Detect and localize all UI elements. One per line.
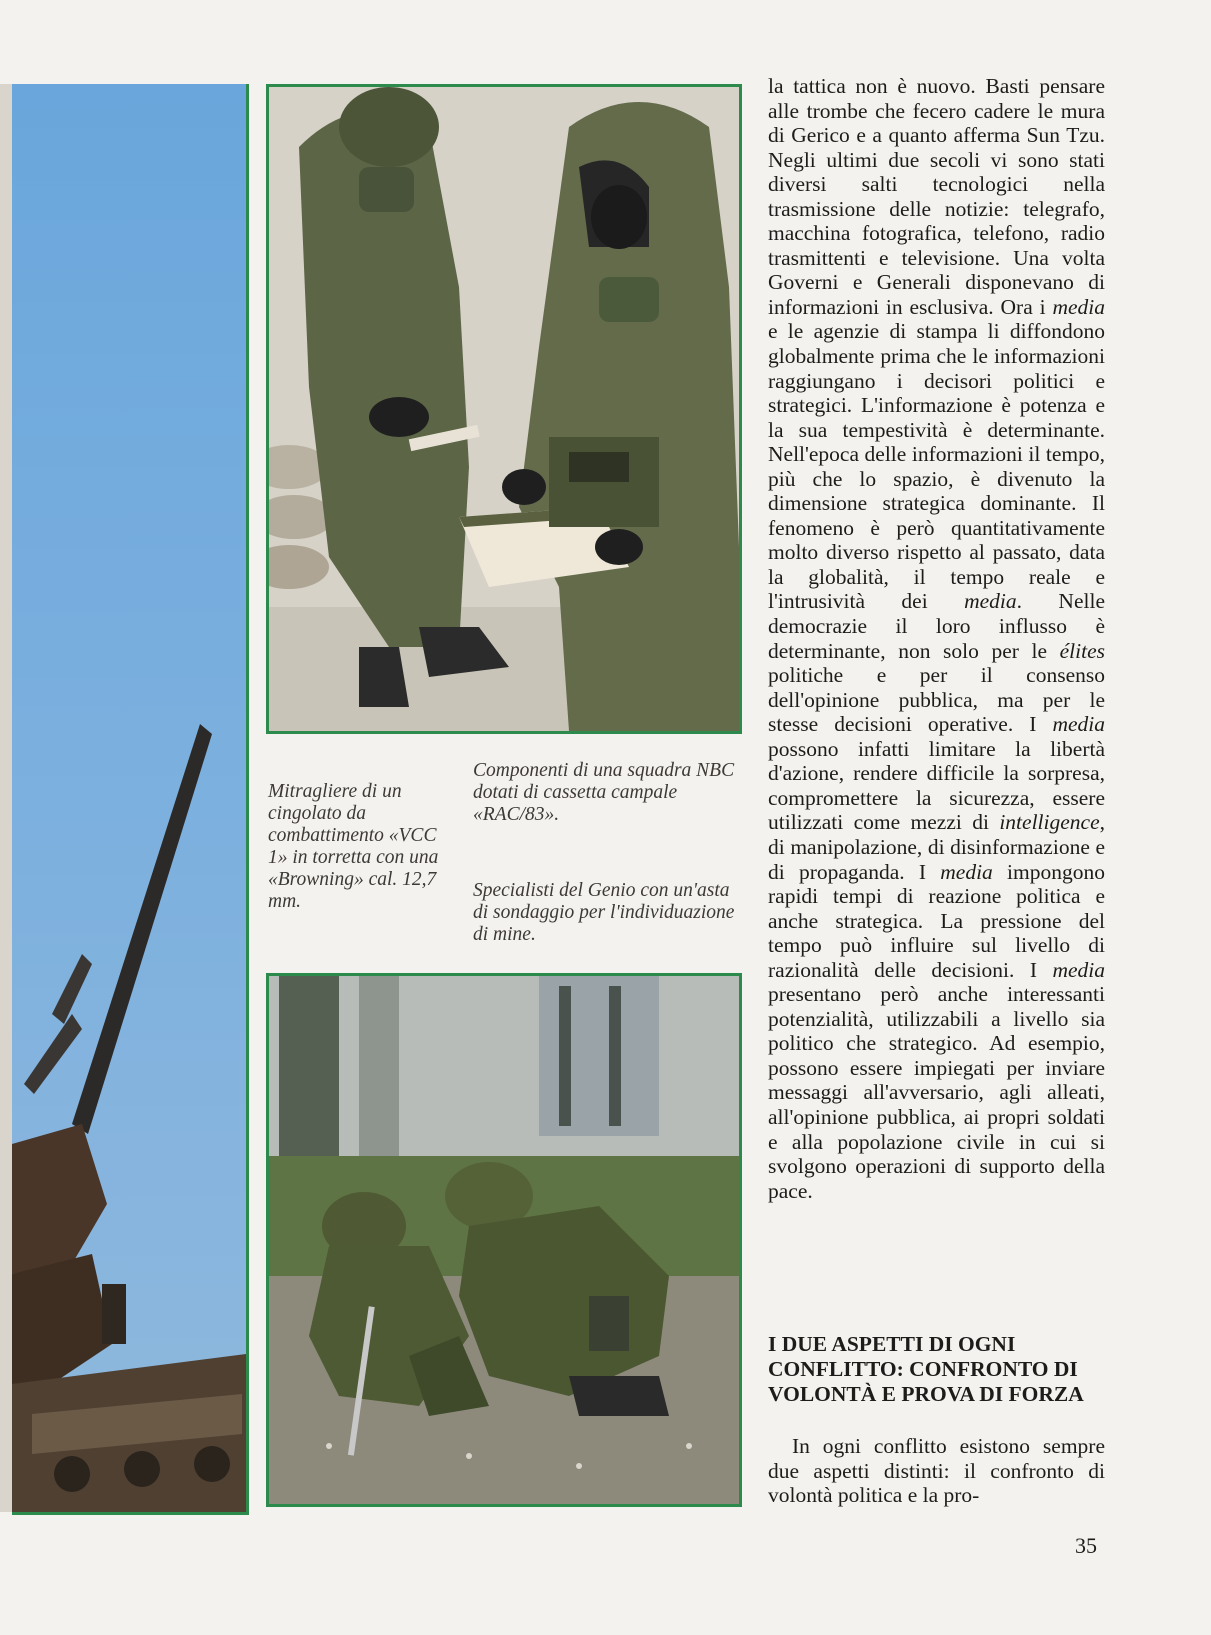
body-text-6: , di manipolazione, di disinformazione e di propaganda. I — [768, 810, 1105, 884]
term-media: media — [964, 589, 1017, 614]
nbc-soldiers-illustration — [269, 87, 739, 731]
photo-engineers-mine-probe — [266, 973, 742, 1507]
engineers-illustration — [269, 976, 739, 1504]
caption-nbc-team: Componenti di una squadra NBC dotati di cassetta campale «RAC/83». — [473, 760, 735, 825]
page-number: 35 — [1075, 1533, 1097, 1558]
body-text-3: . Nelle democrazie il loro influsso è determinante, non solo per le — [768, 589, 1105, 663]
body-text-2: e le agenzie di stampa li diffondono globalmente prima che le informazioni raggiungano i decisori politici e strategici. L'informazione è potenza e la sua tempestività è determinante. Nell'epoca delle informazioni il tempo, più che lo spazio, è divenuto la dimensione strategica dominante. Il fenomeno è però quantitativamente molto diverso rispetto al passato, data la globalità, il tempo reale e l'intrusività dei — [768, 319, 1105, 614]
term-media: media — [940, 859, 993, 884]
photo-nbc-team — [266, 84, 742, 734]
article-body — [768, 74, 1105, 1203]
term-media: media — [1052, 957, 1105, 982]
machine-gun-illustration — [12, 84, 246, 1512]
body-text-7: impongono rapidi tempi di reazione politica e anche strategica. La pressione del tempo può influire sul livello di razionalità delle decisioni. I — [768, 859, 1105, 982]
term-elites: élites — [1059, 638, 1105, 663]
body-text-1: la tattica non è nuovo. Basti pensare alle trombe che fecero cadere le mura di Gerico e a quanto afferma Sun Tzu. Negli ultimi due secoli vi sono stati diversi salti tecnologici nella trasmissione delle notizie: telegrafo, macchina fotografica, telefono, radio trasmittenti e televisione. Una volta Governi e Generali disponevano di informazioni in esclusiva. Ora i — [768, 74, 1105, 319]
term-media: media — [1052, 712, 1105, 737]
body-text-8: presentano però anche interessanti potenzialità, utilizzabili a livello sia politico che strategico. Ad esempio, possono essere impiegati per inviare messaggi all'avversario, agli alleati, all'opinione pubblica, ai propri soldati e alla popolazione civile in cui si svolgono operazioni di supporto della pace. — [768, 982, 1105, 1203]
caption-engineers: Specialisti del Genio con un'asta di sondaggio per l'individuazione di mine. — [473, 880, 735, 945]
body-text-4: politiche e per il consenso dell'opinione pubblica, ma per le stesse decisioni operative. I — [768, 663, 1105, 737]
section-heading: I DUE ASPETTI DI OGNI CONFLITTO: CONFRONTO DI VOLONTÀ E PROVA DI FORZA — [768, 1332, 1084, 1406]
term-intelligence: intelligence — [999, 810, 1100, 835]
section-paragraph: In ogni conflitto esistono sempre due aspetti distinti: il confronto di volontà politica e la pro- — [768, 1434, 1105, 1508]
photo-machine-gunner — [12, 84, 249, 1515]
term-media: media — [1052, 294, 1105, 319]
page-gutter — [0, 84, 12, 1512]
body-text-5: possono infatti limitare la libertà d'azione, rendere difficile la sorpresa, compromettere la sicurezza, essere utilizzati come mezzi di — [768, 736, 1105, 835]
caption-machine-gunner: Mitragliere di un cingolato da combattimento «VCC 1» in torretta con una «Browning» cal. 12,7 mm. — [268, 781, 439, 912]
